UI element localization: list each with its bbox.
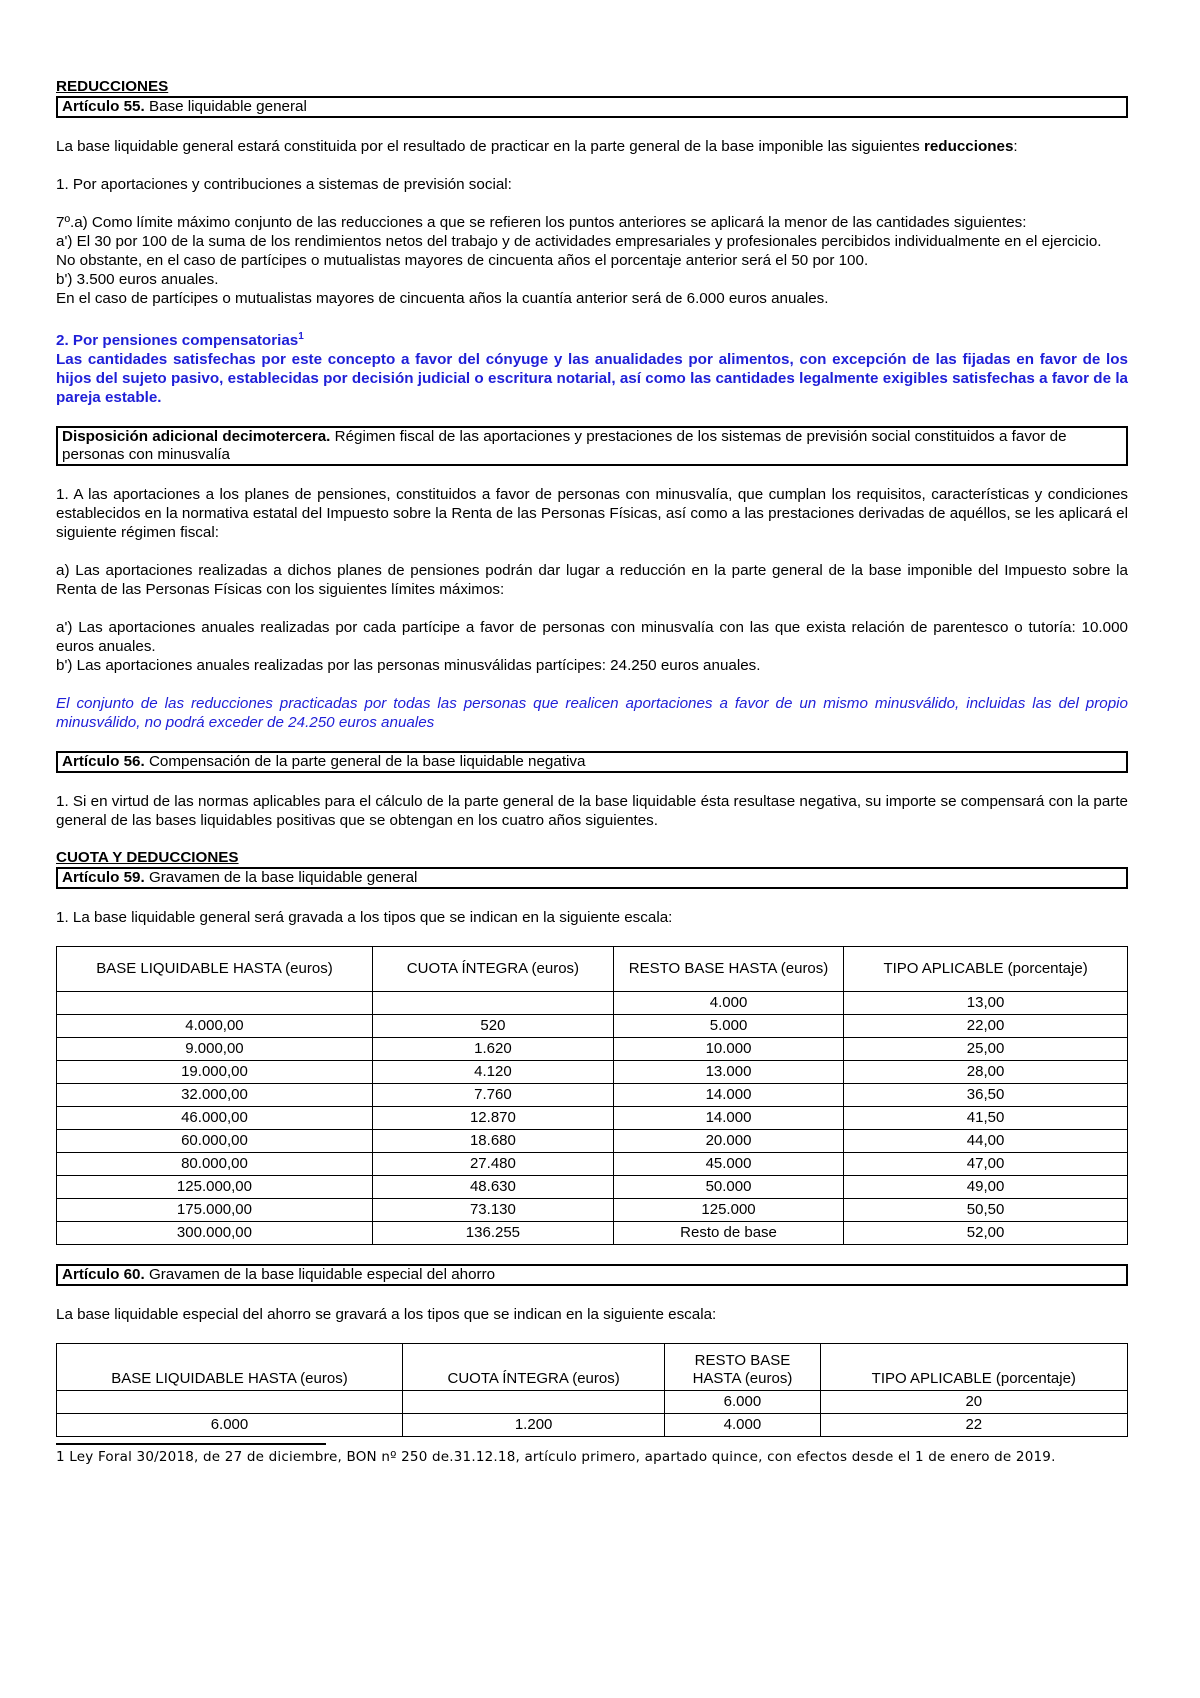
table-row — [57, 1130, 1128, 1153]
table-cell: 49,00 — [844, 1176, 1128, 1199]
table-cell: 1.200 — [402, 1414, 664, 1437]
table-cell — [372, 992, 613, 1015]
table-cell: 14.000 — [613, 1084, 843, 1107]
footnote-ref[interactable]: 1 — [298, 331, 304, 342]
table-cell: 32.000,00 — [57, 1084, 373, 1107]
article-55-intro — [56, 137, 1128, 156]
disposicion-pa: a) Las aportaciones realizadas a dichos planes de pensiones podrán dar lugar a reducción en la parte general de la base imponible del Impuesto sobre la Renta de las Personas Físicas con los siguientes límites máximos: — [56, 562, 1128, 599]
table-header-cell: TIPO APLICABLE (porcentaje) — [820, 1344, 1127, 1391]
table-row — [57, 1222, 1128, 1245]
table-cell: 22,00 — [844, 1015, 1128, 1038]
document-page — [56, 78, 1128, 1467]
table-cell: 5.000 — [613, 1015, 843, 1038]
disposicion-header — [56, 426, 1128, 466]
table-cell: 44,00 — [844, 1130, 1128, 1153]
intro-text: La base liquidable general estará constituida por el resultado de practicar en la parte general de la base imponible las siguientes — [56, 138, 924, 155]
table-cell: 47,00 — [844, 1153, 1128, 1176]
table-cell — [57, 1391, 403, 1414]
article-55-label: Artículo 55. — [62, 98, 145, 115]
table-cell: 300.000,00 — [57, 1222, 373, 1245]
table-header-cell: RESTO BASE HASTA (euros) — [665, 1344, 820, 1391]
point-a-prime: a') El 30 por 100 de la suma de los rendimientos netos del trabajo y de actividades empresariales y profesionales percibidos individualmente en el ejercicio. — [56, 233, 1102, 250]
table-cell: 27.480 — [372, 1153, 613, 1176]
table-cell: 52,00 — [844, 1222, 1128, 1245]
point-2-title — [56, 327, 1128, 350]
table-cell: 125.000 — [613, 1199, 843, 1222]
tax-scale-table-general — [56, 946, 1128, 1245]
table-cell: 175.000,00 — [57, 1199, 373, 1222]
table-cell: 28,00 — [844, 1061, 1128, 1084]
table-cell: 4.000 — [613, 992, 843, 1015]
table-cell — [402, 1391, 664, 1414]
table-cell: 7.760 — [372, 1084, 613, 1107]
table-cell: 50,50 — [844, 1199, 1128, 1222]
article-59-label: Artículo 59. — [62, 869, 145, 887]
table-row — [57, 1414, 1128, 1437]
intro-bold: reducciones — [923, 138, 1014, 155]
point-1: 1. Por aportaciones y contribuciones a sistemas de previsión social: — [56, 176, 512, 193]
table-cell: 13,00 — [844, 992, 1128, 1015]
table-row — [57, 1391, 1128, 1414]
article-56-p1: 1. Si en virtud de las normas aplicables para el cálculo de la parte general de la base liquidable ésta resultase negativa, su importe se compensará con la parte general de las bases liquidables positivas que se obtengan en los cuatro años siguientes. — [56, 793, 1128, 830]
table-cell: 48.630 — [372, 1176, 613, 1199]
table-cell: 20 — [820, 1391, 1127, 1414]
article-59-header — [56, 867, 1128, 889]
point-b-note: En el caso de partícipes o mutualistas mayores de cincuenta años la cuantía anterior será de 6.000 euros anuales. — [56, 290, 829, 307]
disposicion-label: Disposición adicional decimotercera. — [62, 428, 331, 446]
article-56-title: Compensación de la parte general de la base liquidable negativa — [144, 753, 586, 771]
table-header-cell: BASE LIQUIDABLE HASTA (euros) — [57, 1344, 403, 1391]
table-header-cell: CUOTA ÍNTEGRA (euros) — [402, 1344, 664, 1391]
table-cell: 1.620 — [372, 1038, 613, 1061]
table-cell: 4.120 — [372, 1061, 613, 1084]
table-row — [57, 1107, 1128, 1130]
table-cell: 18.680 — [372, 1130, 613, 1153]
table-cell: 19.000,00 — [57, 1061, 373, 1084]
table-body — [57, 1391, 1128, 1437]
article-59-p1: 1. La base liquidable general será gravada a los tipos que se indican en la siguiente escala: — [56, 909, 673, 927]
table-header-cell: CUOTA ÍNTEGRA (euros) — [372, 947, 613, 992]
point-b-prime: b') 3.500 euros anuales. — [56, 271, 219, 288]
table-cell — [57, 992, 373, 1015]
footnote-text: 1 Ley Foral 30/2018, de 27 de diciembre, BON nº 250 de.31.12.18, artículo primero, apartado quince, con efectos desde el 1 de enero de 2019. — [56, 1449, 1056, 1466]
table-row — [57, 992, 1128, 1015]
table-header-row — [57, 947, 1128, 992]
article-56-header — [56, 751, 1128, 773]
table-cell: 14.000 — [613, 1107, 843, 1130]
point-2-text: Las cantidades satisfechas por este concepto a favor del cónyuge y las anualidades por alimentos, con excepción de las fijadas en favor de los hijos del sujeto pasivo, establecidas por decisión judicial o escritura notarial, así como las cantidades legalmente exigibles satisfechas a favor de la pareja estable. — [56, 351, 1128, 407]
disposicion-pb1: b') Las aportaciones anuales realizadas por las personas minusválidas partícipes: 24.250 euros anuales. — [56, 657, 761, 675]
article-56-label: Artículo 56. — [62, 753, 145, 771]
article-55-header — [56, 96, 1128, 118]
disposicion-title: Régimen fiscal de las aportaciones y prestaciones de los sistemas de previsión social constituidos a favor de personas con minusvalía — [62, 428, 1067, 464]
table-row — [57, 1015, 1128, 1038]
intro-end: : — [1013, 138, 1018, 155]
table-row — [57, 1061, 1128, 1084]
table-cell: 60.000,00 — [57, 1130, 373, 1153]
article-60-header — [56, 1264, 1128, 1286]
table-row — [57, 1176, 1128, 1199]
section-title-cuota: CUOTA Y DEDUCCIONES — [56, 849, 239, 867]
article-60-p1: La base liquidable especial del ahorro se gravará a los tipos que se indican en la siguiente escala: — [56, 1306, 717, 1324]
point-a-note: No obstante, en el caso de partícipes o mutualistas mayores de cincuenta años el porcentaje anterior será el 50 por 100. — [56, 252, 869, 269]
table-cell: 12.870 — [372, 1107, 613, 1130]
section-title-reducciones: REDUCCIONES — [56, 78, 169, 95]
table-row — [57, 1153, 1128, 1176]
table-cell: 41,50 — [844, 1107, 1128, 1130]
disposicion-pa1: a') Las aportaciones anuales realizadas por cada partícipe a favor de personas con minusvalía con las que exista relación de parentesco o tutoría: 10.000 euros anuales. — [56, 619, 1128, 656]
table-cell: 13.000 — [613, 1061, 843, 1084]
table-cell: 125.000,00 — [57, 1176, 373, 1199]
table-cell: 73.130 — [372, 1199, 613, 1222]
table-cell: Resto de base — [613, 1222, 843, 1245]
disposicion-p1: 1. A las aportaciones a los planes de pensiones, constituidos a favor de personas con minusvalía, que cumplan los requisitos, características y condiciones establecidos en la normativa estatal del Impuesto sobre la Renta de las Personas Físicas, así como a las prestaciones derivadas de aquéllos, se les aplicará el siguiente régimen fiscal: — [56, 486, 1128, 542]
table-cell: 45.000 — [613, 1153, 843, 1176]
table-row — [57, 1038, 1128, 1061]
table-header-cell: RESTO BASE HASTA (euros) — [613, 947, 843, 992]
table-header-cell: TIPO APLICABLE (porcentaje) — [844, 947, 1128, 992]
table-cell: 6.000 — [57, 1414, 403, 1437]
table-cell: 36,50 — [844, 1084, 1128, 1107]
table-cell: 4.000 — [665, 1414, 820, 1437]
table-row — [57, 1084, 1128, 1107]
table-header-row — [57, 1344, 1128, 1391]
table-cell: 50.000 — [613, 1176, 843, 1199]
point-2-title-text: 2. Por pensiones compensatorias — [56, 332, 299, 350]
tax-scale-table-ahorro — [56, 1343, 1128, 1437]
article-59-title: Gravamen de la base liquidable general — [144, 869, 418, 887]
table-cell: 4.000,00 — [57, 1015, 373, 1038]
table-header-cell: BASE LIQUIDABLE HASTA (euros) — [57, 947, 373, 992]
table-cell: 136.255 — [372, 1222, 613, 1245]
table-cell: 6.000 — [665, 1391, 820, 1414]
table-cell: 10.000 — [613, 1038, 843, 1061]
article-60-label: Artículo 60. — [62, 1266, 145, 1284]
table-cell: 80.000,00 — [57, 1153, 373, 1176]
table-cell: 22 — [820, 1414, 1127, 1437]
table-cell: 46.000,00 — [57, 1107, 373, 1130]
table-cell: 20.000 — [613, 1130, 843, 1153]
table-cell: 25,00 — [844, 1038, 1128, 1061]
table-row — [57, 1199, 1128, 1222]
table-cell: 520 — [372, 1015, 613, 1038]
article-60-title: Gravamen de la base liquidable especial del ahorro — [144, 1266, 496, 1284]
disposicion-italic-note: El conjunto de las reducciones practicadas por todas las personas que realicen aportaciones a favor de un mismo minusválido, incluidas las del propio minusválido, no podrá exceder de 24.250 euros anuales — [56, 695, 1128, 732]
article-55-title: Base liquidable general — [144, 98, 307, 115]
table-cell: 9.000,00 — [57, 1038, 373, 1061]
point-7a: 7º.a) Como límite máximo conjunto de las reducciones a que se refieren los puntos anteriores se aplicará la menor de las cantidades siguientes: — [56, 214, 1027, 231]
table-body — [57, 992, 1128, 1245]
